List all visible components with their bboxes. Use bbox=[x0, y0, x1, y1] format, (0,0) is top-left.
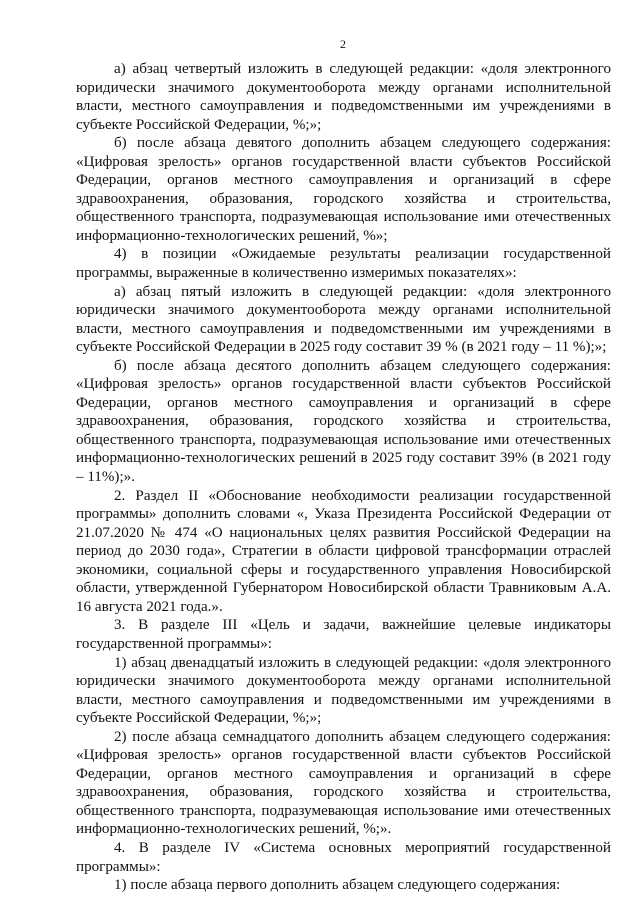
page-number: 2 bbox=[340, 37, 346, 51]
paragraph-section-2: 2. Раздел II «Обоснование необходимости реализации государственной программы» дополнить словами «, Указа Президента Российской Федерации от 21.07.2020 № 474 «О национальных целях развития Российской Федерации на период до 2030 года», Стратегии в области цифровой трансформации отраслей экономики, социальной сферы и государственного управления Новосибирской области, утвержденной Губернатором Новосибирской области Травниковым А.А. 16 августа 2021 года.». bbox=[76, 487, 611, 615]
paragraph-item-4: 4) в позиции «Ожидаемые результаты реализации государственной программы, выраженные в количественно измеримых показателях»: bbox=[76, 246, 611, 282]
paragraph-section-3-item-1: 1) абзац двенадцатый изложить в следующей редакции: «доля электронного юридически значимого документооборота между органами исполнительной власти, местного самоуправления и подведомственными им учреждениями в субъекте Российской Федерации, %;»; bbox=[76, 654, 611, 727]
document-body bbox=[76, 60, 611, 895]
paragraph-section-4-item-1: 1) после абзаца первого дополнить абзацем следующего содержания: bbox=[114, 877, 561, 894]
paragraph-section-3: 3. В разделе III «Цель и задачи, важнейшие целевые индикаторы государственной программы»: bbox=[76, 617, 611, 652]
paragraph-item-4b: б) после абзаца десятого дополнить абзацем следующего содержания: «Цифровая зрелость» органов государственной власти субъектов Российской Федерации, органов местного самоуправления и организаций в сфере здравоохранения, образования, городского хозяйства и строительства, общественного транспорта, подразумевающая использование ими отечественных информационно-технологических решений в 2025 году составит 39% (в 2021 году – 11%);». bbox=[76, 357, 611, 486]
paragraph-item-4a: а) абзац пятый изложить в следующей редакции: «доля электронного юридически значимого документооборота между органами исполнительной власти, местного самоуправления и подведомственными им учреждениями в субъекте Российской Федерации в 2025 году составит 39 % (в 2021 году – 11 %);»; bbox=[76, 283, 611, 356]
paragraph-section-4: 4. В разделе IV «Система основных мероприятий государственной программы»: bbox=[76, 839, 611, 875]
paragraph-4a: а) абзац четвертый изложить в следующей редакции: «доля электронного юридически значимого документооборота между органами исполнительной власти, местного самоуправления и подведомственными им учреждениями в субъекте Российской Федерации, %;»; bbox=[76, 61, 611, 133]
paragraph-section-3-item-2: 2) после абзаца семнадцатого дополнить абзацем следующего содержания: «Цифровая зрелость» органов государственной власти субъектов Российской Федерации, органов местного самоуправления и организаций в сфере здравоохранения, образования, городского хозяйства и строительства, общественного транспорта, подразумевающая использование ими отечественных информационно-технологических решений, %;». bbox=[76, 728, 611, 838]
paragraph-4b: б) после абзаца девятого дополнить абзацем следующего содержания: «Цифровая зрелость» органов государственной власти субъектов Российской Федерации, органов местного самоуправления и организаций в сфере здравоохранения, образования, городского хозяйства и строительства, общественного транспорта, подразумевающая использование ими отечественных информационно-технологических решений, %»; bbox=[76, 135, 611, 244]
